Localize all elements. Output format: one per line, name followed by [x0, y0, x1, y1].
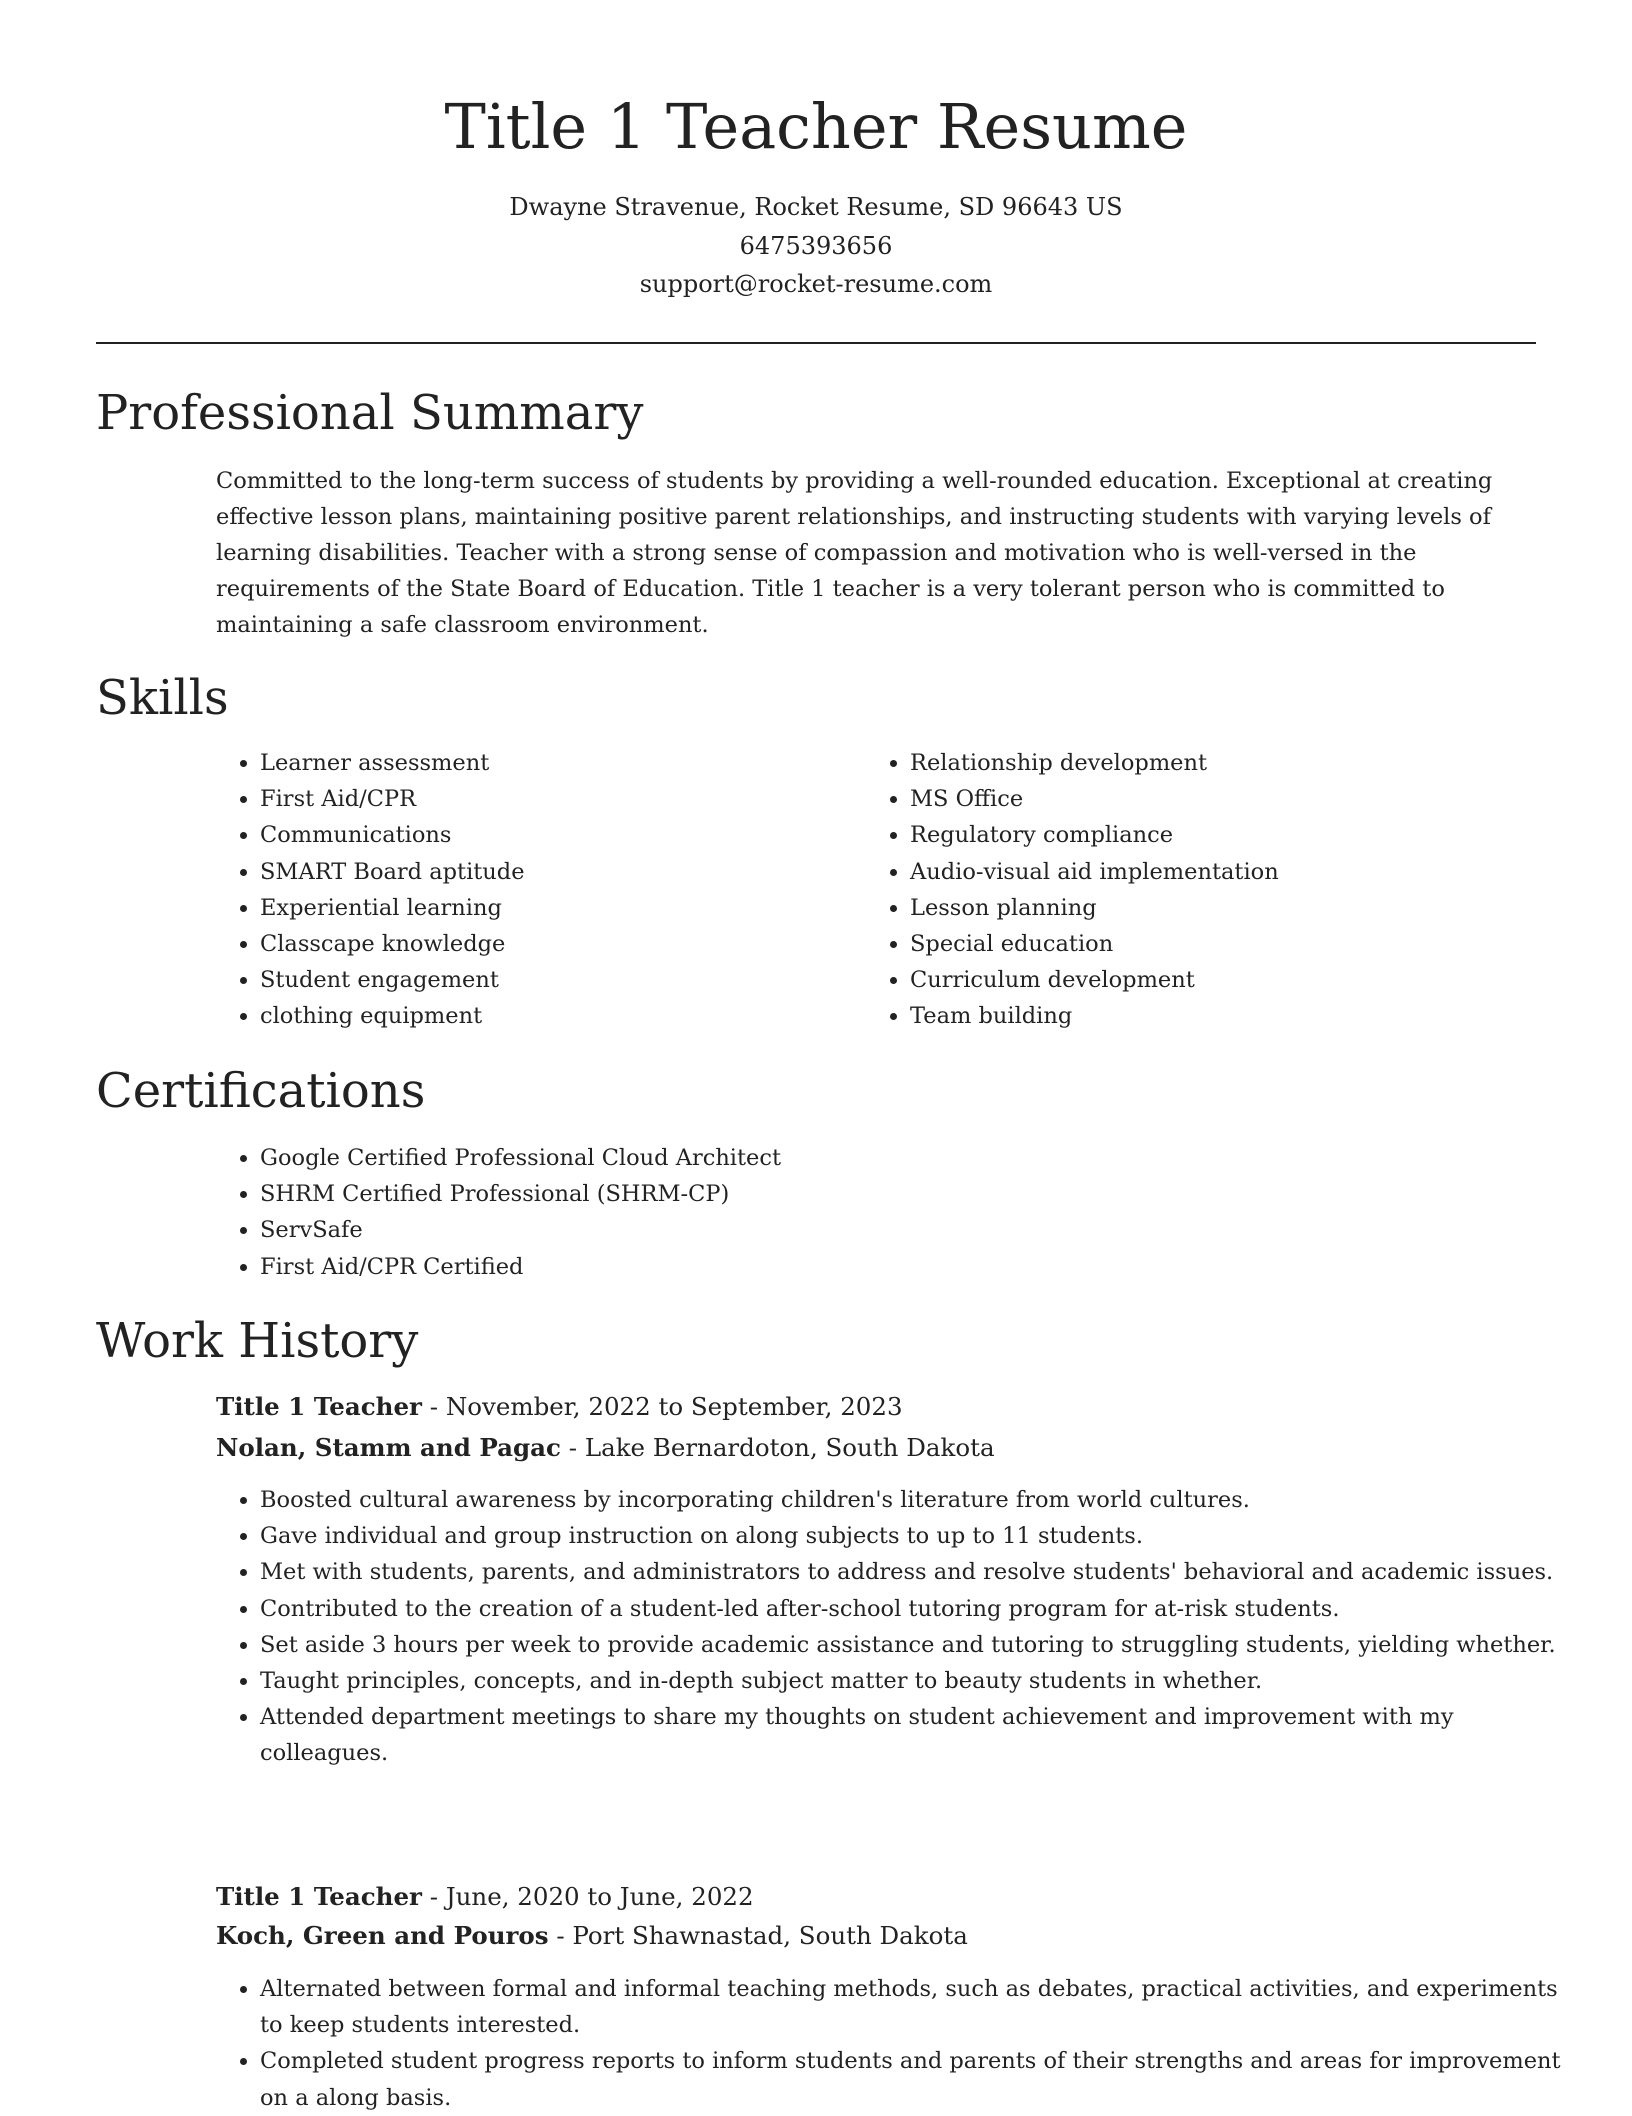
list-item: • Relationship development: [910, 745, 1550, 781]
list-item: • Google Certified Professional Cloud Architect: [260, 1140, 1580, 1176]
list-item: • Team building: [910, 998, 1550, 1034]
list-item: • MS Office: [910, 781, 1550, 817]
skills-list-right: [866, 745, 1550, 1035]
list-item: • Completed student progress reports to inform students and parents of their strengths and areas for improvement on a along basis.: [260, 2043, 1580, 2115]
list-item: • Gave individual and group instruction on along subjects to up to 11 students.: [260, 1518, 1580, 1554]
list-item: • Curriculum development: [910, 962, 1550, 998]
list-item: • ServSafe: [260, 1212, 1580, 1248]
job-2-title-line: [216, 1879, 754, 1915]
contact-address: Dwayne Stravenue, Rocket Resume, SD 96643 US: [509, 193, 1123, 221]
list-item: • Taught principles, concepts, and in-depth subject matter to beauty students in whether.: [260, 1663, 1580, 1699]
certifications-list: [216, 1140, 1580, 1285]
job-title: Title 1 Teacher: [216, 1392, 422, 1421]
resume-title: Title 1 Teacher Resume: [444, 90, 1188, 163]
job-2-company-line: [216, 1918, 968, 1954]
list-item: • Special education: [910, 926, 1550, 962]
contact-email: support@rocket-resume.com: [639, 270, 993, 298]
list-item: • Communications: [260, 817, 820, 853]
list-item: • Contributed to the creation of a student-led after-school tutoring program for at-risk students.: [260, 1591, 1580, 1627]
contact-phone: 6475393656: [739, 232, 893, 260]
certifications-heading: Certifications: [96, 1063, 426, 1119]
job-2-bullets: [216, 1971, 1580, 2116]
job-1-bullets: [216, 1482, 1580, 1772]
list-item: • SMART Board aptitude: [260, 854, 820, 890]
list-item: • Experiential learning: [260, 890, 820, 926]
list-item: • First Aid/CPR Certified: [260, 1249, 1580, 1285]
skills-list-left: [216, 745, 820, 1035]
list-item: • Regulatory compliance: [910, 817, 1550, 853]
list-item: • Met with students, parents, and administrators to address and resolve students' behavioral and academic issues.: [260, 1554, 1580, 1590]
skills-heading: Skills: [96, 670, 229, 726]
list-item: • Classcape knowledge: [260, 926, 820, 962]
list-item: • Audio-visual aid implementation: [910, 854, 1550, 890]
job-location: - Lake Bernardoton, South Dakota: [560, 1433, 995, 1462]
job-dates: - June, 2020 to June, 2022: [421, 1882, 754, 1911]
list-item: • Boosted cultural awareness by incorporating children's literature from world cultures.: [260, 1482, 1580, 1518]
job-title: Title 1 Teacher: [216, 1882, 422, 1911]
job-dates: - November, 2022 to September, 2023: [421, 1392, 903, 1421]
list-item: • Lesson planning: [910, 890, 1550, 926]
list-item: • Learner assessment: [260, 745, 820, 781]
list-item: • SHRM Certified Professional (SHRM-CP): [260, 1176, 1580, 1212]
job-1-title-line: [216, 1389, 903, 1425]
job-company: Nolan, Stamm and Pagac: [216, 1433, 561, 1462]
job-location: - Port Shawnastad, South Dakota: [548, 1921, 968, 1950]
summary-heading: Professional Summary: [96, 385, 644, 441]
job-1-company-line: [216, 1430, 995, 1466]
header-divider: [96, 342, 1536, 344]
list-item: • Set aside 3 hours per week to provide academic assistance and tutoring to struggling students, yielding whether.: [260, 1627, 1580, 1663]
work-history-heading: Work History: [96, 1313, 419, 1369]
job-company: Koch, Green and Pouros: [216, 1921, 549, 1950]
summary-text: Committed to the long-term success of students by providing a well-rounded education. Exceptional at creating effective lesson plans, maintaining positive parent relationships, and instructing students with varying levels of learning disabilities. Teacher with a strong sense of compassion and motivation who is well-versed in the requirements of the State Board of Education. Title 1 teacher is a very tolerant person who is committed to maintaining a safe classroom environment.: [216, 468, 1493, 638]
list-item: • Attended department meetings to share my thoughts on student achievement and improvement with my colleagues.: [260, 1699, 1580, 1771]
list-item: • First Aid/CPR: [260, 781, 820, 817]
list-item: • clothing equipment: [260, 998, 820, 1034]
list-item: • Student engagement: [260, 962, 820, 998]
list-item: • Alternated between formal and informal teaching methods, such as debates, practical activities, and experiments to keep students interested.: [260, 1971, 1580, 2043]
